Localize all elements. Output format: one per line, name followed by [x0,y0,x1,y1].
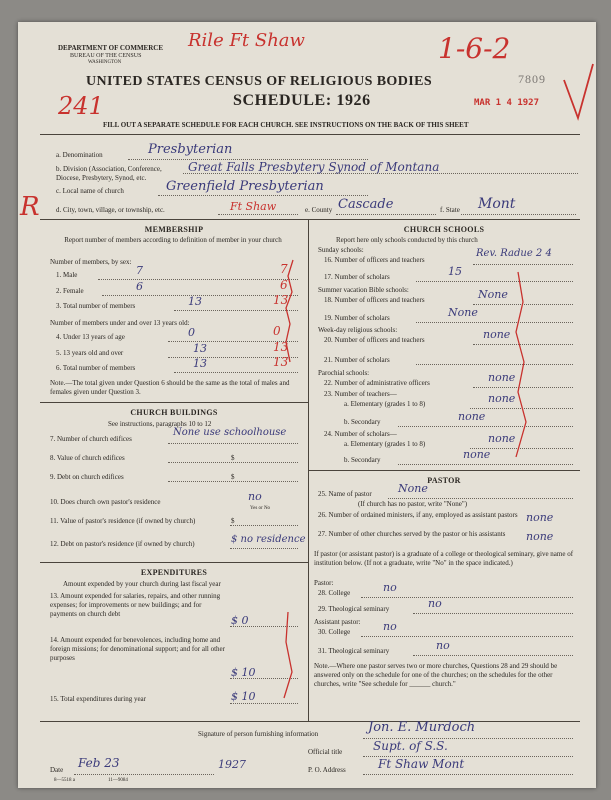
top-check-stroke [564,64,593,118]
membership-check-stroke [286,260,293,362]
q28-line [361,597,573,598]
total-by-age-label: 6. Total number of members [56,364,136,372]
date-label: Date [50,766,64,774]
q31-value: no [436,639,450,652]
q23-label: 23. Number of teachers— [324,390,397,398]
census-schedule-sheet [18,22,596,788]
weekday-schools-label: Week-day religious schools: [318,326,398,334]
q25-label: 25. Name of pastor [318,490,372,498]
female-label: 2. Female [56,287,84,295]
q23b-label: b. Secondary [344,418,381,426]
po-address-value: Ft Shaw Mont [378,757,465,771]
edifices-value-label: 8. Value of church edifices [50,454,125,462]
age-groups-label: Number of members under and over 13 years old: [50,319,190,327]
county-value: Cascade [338,197,394,212]
pastor-sub-label: Pastor: [314,579,334,587]
female-check: 6 [280,278,288,292]
q14-value: $ 10 [231,666,256,679]
expenditures-title: EXPENDITURES [140,568,208,577]
expenditure-check-stroke [284,612,292,698]
schools-subtitle: Report here only schools conducted by this church [336,236,478,244]
schools-check-stroke [516,272,526,457]
q17-value: 15 [448,265,462,278]
by-sex-label: Number of members, by sex: [50,258,132,266]
buildings-title: CHURCH BUILDINGS [130,408,218,417]
owns-residence-value: no [248,490,262,503]
q22-label: 22. Number of administrative officers [324,379,430,387]
stamp-number: 7809 [518,72,546,86]
edifices-value-amount: $ [231,454,235,462]
form-code-2: 11—9084 [108,778,128,783]
q18-value: None [478,288,508,301]
q13-value: $ 0 [231,614,249,627]
total-members-label: 3. Total number of members [56,302,136,310]
edifices-debt-amount: $ [231,473,235,481]
q24b-value: none [463,448,491,461]
q27-value: none [526,530,554,543]
q14-label: 14. Amount expended for benevolences, including home and foreign missions; for denominational support; and for all other purposes [50,636,225,662]
q31-line [413,655,573,656]
state-label: f. State [440,206,460,214]
owns-residence-label: 10. Does church own pastor's residence [50,498,161,506]
bureau-label: BUREAU OF THE CENSUS [70,53,142,59]
graduate-note: If pastor (or assistant pastor) is a graduate of a college or theological seminary, give name of institution below. (If not a graduate, write "No" in the space indicated.) [314,550,574,567]
pastor-title: PASTOR [427,476,461,485]
q30-line [361,636,573,637]
under-13-value: 0 [188,326,195,339]
q15-value: $ 10 [231,690,256,703]
under-13-label: 4. Under 13 years of age [56,333,125,341]
pastor-rule [308,470,580,471]
q31-label: 31. Theological seminary [318,647,390,655]
q29-label: 29. Theological seminary [318,605,390,613]
total-by-age-value: 13 [193,357,207,370]
q16-label: 16. Number of officers and teachers [324,256,425,264]
over-13-value: 13 [193,342,207,355]
q24a-label: a. Elementary (grades 1 to 8) [344,440,426,448]
q21-label: 21. Number of scholars [324,356,390,364]
q29-value: no [428,597,442,610]
q30-label: 30. College [318,628,351,636]
q20-label: 20. Number of officers and teachers [324,336,425,344]
male-value: 7 [136,264,143,277]
expenditures-subtitle: Amount expended by your church during last fiscal year [63,580,221,588]
q26-label: 26. Number of ordained ministers, if any, employed as assistant pastors [318,511,518,519]
department-label: DEPARTMENT OF COMMERCE [58,44,164,52]
residence-debt-label: 12. Debt on pastor's residence (if owned by church) [50,540,195,548]
city-value: Ft Shaw [230,200,277,213]
q25-hint: (If church has no pastor, write "None") [358,500,468,508]
q13-label: 13. Amount expended for salaries, repairs, and other running expenses; for improvements or new buildings; and for payments on church debt [50,592,221,618]
residence-value-amount: $ [231,517,235,525]
q29-line [413,613,573,614]
q22-value: none [488,371,516,384]
q16-value: Rev. Radue 2 4 [476,248,552,259]
year-value: 1927 [218,758,246,771]
schools-title: CHURCH SCHOOLS [403,225,485,234]
q18-label: 18. Number of officers and teachers [324,296,425,304]
form-code: 8—5518 a [54,778,75,783]
po-address-label: P. O. Address [308,766,346,774]
date-value: Feb 23 [78,756,120,770]
signature-value: Jon. E. Murdoch [368,720,476,735]
female-value: 6 [136,280,143,293]
top-red-annotation: Rile Ft Shaw [188,30,305,51]
q25-value: None [398,482,428,495]
separate-schedule-instruction: FILL OUT A SEPARATE SCHEDULE FOR EACH CHURCH. SEE INSTRUCTIONS ON THE BACK OF THIS SHEET [103,121,469,129]
sunday-schools-label: Sunday schools: [318,246,364,254]
membership-title: MEMBERSHIP [144,225,204,234]
q19-value: None [448,306,478,319]
male-check: 7 [280,262,288,276]
residence-debt-amount: $ no residence [231,534,306,545]
edifices-count-value: None use schoolhouse [173,427,287,438]
county-label: e. County [305,206,333,214]
q25-line [388,498,573,499]
q19-label: 19. Number of scholars [324,314,390,322]
division-value: Great Falls Presbytery Synod of Montana [188,160,440,174]
city-town-label: d. City, town, village, or township, etc. [56,206,165,214]
membership-subtitle: Report number of members according to definition of member in your church [64,236,282,244]
schedule-title: SCHEDULE: 1926 [233,92,371,109]
top-right-red-annotation: 1-6-2 [438,32,511,65]
edifices-count-label: 7. Number of church edifices [50,435,132,443]
q24a-value: none [488,432,516,445]
official-title-label: Official title [308,748,343,756]
q28-label: 28. College [318,589,351,597]
q30-value: no [383,620,397,633]
total-members-value: 13 [188,295,202,308]
left-red-r: R [20,192,40,222]
local-name-label: c. Local name of church [56,187,124,195]
q24b-label: b. Secondary [344,456,381,464]
membership-note: Note.—The total given under Question 6 should be the same as the total of males and females given under Question 3. [50,379,290,396]
q27-label: 27. Number of other churches served by the pastor or his assistants [318,530,506,538]
po-address-line [363,774,573,775]
local-name-value: Greenfield Presbyterian [166,179,324,194]
over-13-label: 5. 13 years old and over [56,349,124,357]
assistant-pastor-label: Assistant pastor: [314,618,361,626]
q23a-label: a. Elementary (grades 1 to 8) [344,400,426,408]
city-label: WASHINGTON [88,60,122,65]
received-date-stamp: MAR 1 4 1927 [474,98,540,108]
date-line [74,774,214,775]
vacation-schools-label: Summer vacation Bible schools: [318,286,409,294]
form-title: UNITED STATES CENSUS OF RELIGIOUS BODIES [86,74,433,89]
total-by-age-check: 13 [273,355,289,369]
q20-value: none [483,328,511,341]
q24-label: 24. Number of scholars— [324,430,397,438]
yes-no-hint: Yes or No [250,506,271,511]
q15-label: 15. Total expenditures during year [50,695,146,703]
division-label: b. Division (Association, Conference, Diocese, Presbytery, Synod, etc. [56,165,162,182]
parochial-schools-label: Parochial schools: [318,369,370,377]
denomination-value: Presbyterian [148,142,233,157]
signature-label: Signature of person furnishing information [198,730,319,738]
official-title-value: Supt. of S.S. [373,739,448,753]
denomination-label: a. Denomination [56,151,103,159]
q17-label: 17. Number of scholars [324,273,390,281]
q26-value: none [526,511,554,524]
over-13-check: 13 [273,340,289,354]
q23a-value: none [488,392,516,405]
edifices-debt-label: 9. Debt on church edifices [50,473,124,481]
footer-rule [40,721,580,722]
total-members-check: 13 [273,293,289,307]
pastor-note: Note.—Where one pastor serves two or more churches, Questions 28 and 29 should be answered only on the schedule for one of the churches; on the schedules for the other churches, write "See schedule for ______ church." [314,662,558,688]
residence-value-label: 11. Value of pastor's residence (if owned by church) [50,517,196,525]
left-red-number: 241 [58,92,104,120]
state-value: Mont [478,196,516,212]
male-label: 1. Male [56,271,78,279]
buildings-subtitle: See instructions, paragraphs 10 to 12 [108,420,212,428]
under-13-check: 0 [273,324,281,338]
q28-value: no [383,581,397,594]
q23b-value: none [458,410,486,423]
